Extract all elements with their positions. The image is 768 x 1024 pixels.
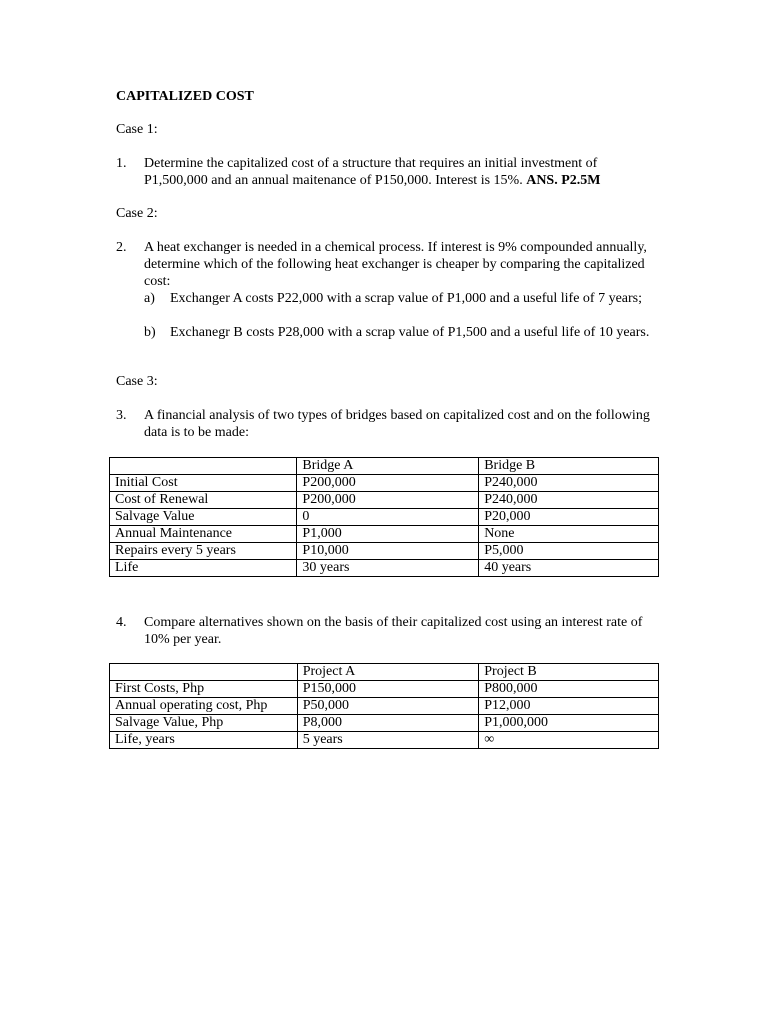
table-row — [110, 698, 659, 715]
table-cell: Life, years — [110, 732, 298, 749]
problem-4-text: Compare alternatives shown on the basis of their capitalized cost using an interest rate of 10% per year. — [144, 615, 643, 647]
table-row — [110, 526, 659, 543]
table-row — [110, 560, 659, 577]
problem-2-item-b-letter: b) — [144, 325, 156, 340]
table-cell: P800,000 — [479, 681, 659, 698]
table-cell: Project A — [297, 664, 479, 681]
table-cell: Repairs every 5 years — [110, 543, 297, 560]
bridge-table — [109, 457, 659, 577]
table-cell: P10,000 — [297, 543, 479, 560]
table-cell: Bridge A — [297, 458, 479, 475]
problem-1-number: 1. — [116, 156, 127, 171]
table-cell: ∞ — [479, 732, 659, 749]
table-cell: P5,000 — [479, 543, 659, 560]
table-header-row — [110, 458, 659, 475]
case-3-label: Case 3: — [116, 374, 158, 389]
table-cell — [110, 664, 298, 681]
table-cell: P200,000 — [297, 492, 479, 509]
table-row — [110, 492, 659, 509]
problem-1-body: Determine the capitalized cost of a structure that requires an initial investment of P1,500,000 and an annual maitenance of P150,000. Interest is 15%. — [144, 156, 598, 188]
table-row — [110, 543, 659, 560]
table-row — [110, 681, 659, 698]
table-cell: Initial Cost — [110, 475, 297, 492]
table-cell: Bridge B — [479, 458, 659, 475]
case-2-label: Case 2: — [116, 206, 158, 221]
project-table — [109, 663, 659, 749]
table-cell: Project B — [479, 664, 659, 681]
problem-3-number: 3. — [116, 408, 127, 423]
document-title: CAPITALIZED COST — [116, 89, 254, 104]
table-cell: Salvage Value — [110, 509, 297, 526]
problem-1-answer: ANS. P2.5M — [526, 173, 601, 188]
table-header-row — [110, 664, 659, 681]
problem-1-text — [144, 155, 656, 189]
table-cell: Salvage Value, Php — [110, 715, 298, 732]
problem-3-text: A financial analysis of two types of bridges based on capitalized cost and on the following data is to be made: — [144, 408, 650, 440]
table-cell: P1,000 — [297, 526, 479, 543]
table-cell: P1,000,000 — [479, 715, 659, 732]
table-row — [110, 715, 659, 732]
table-cell: 0 — [297, 509, 479, 526]
table-cell: 5 years — [297, 732, 479, 749]
table-cell: P240,000 — [479, 475, 659, 492]
case-1-label: Case 1: — [116, 122, 158, 137]
table-cell: None — [479, 526, 659, 543]
table-cell: P240,000 — [479, 492, 659, 509]
table-cell: P8,000 — [297, 715, 479, 732]
table-cell: Cost of Renewal — [110, 492, 297, 509]
problem-4-number: 4. — [116, 615, 127, 630]
table-cell: P50,000 — [297, 698, 479, 715]
problem-2-item-a-letter: a) — [144, 291, 155, 306]
table-cell — [110, 458, 297, 475]
table-row — [110, 732, 659, 749]
problem-2-text: A heat exchanger is needed in a chemical process. If interest is 9% compounded annually, determine which of the following heat exchanger is cheaper by comparing the capitalized cost: — [144, 240, 647, 289]
problem-2-number: 2. — [116, 240, 127, 255]
table-cell: P12,000 — [479, 698, 659, 715]
table-cell: Annual Maintenance — [110, 526, 297, 543]
table-cell: Annual operating cost, Php — [110, 698, 298, 715]
table-cell: 30 years — [297, 560, 479, 577]
problem-2-item-a-text: Exchanger A costs P22,000 with a scrap value of P1,000 and a useful life of 7 years; — [170, 291, 643, 306]
table-cell: First Costs, Php — [110, 681, 298, 698]
table-row — [110, 475, 659, 492]
table-cell: P20,000 — [479, 509, 659, 526]
problem-2-item-b-text: Exchanegr B costs P28,000 with a scrap value of P1,500 and a useful life of 10 years. — [170, 325, 650, 340]
table-cell: 40 years — [479, 560, 659, 577]
table-cell: P200,000 — [297, 475, 479, 492]
table-cell: Life — [110, 560, 297, 577]
table-row — [110, 509, 659, 526]
table-cell: P150,000 — [297, 681, 479, 698]
